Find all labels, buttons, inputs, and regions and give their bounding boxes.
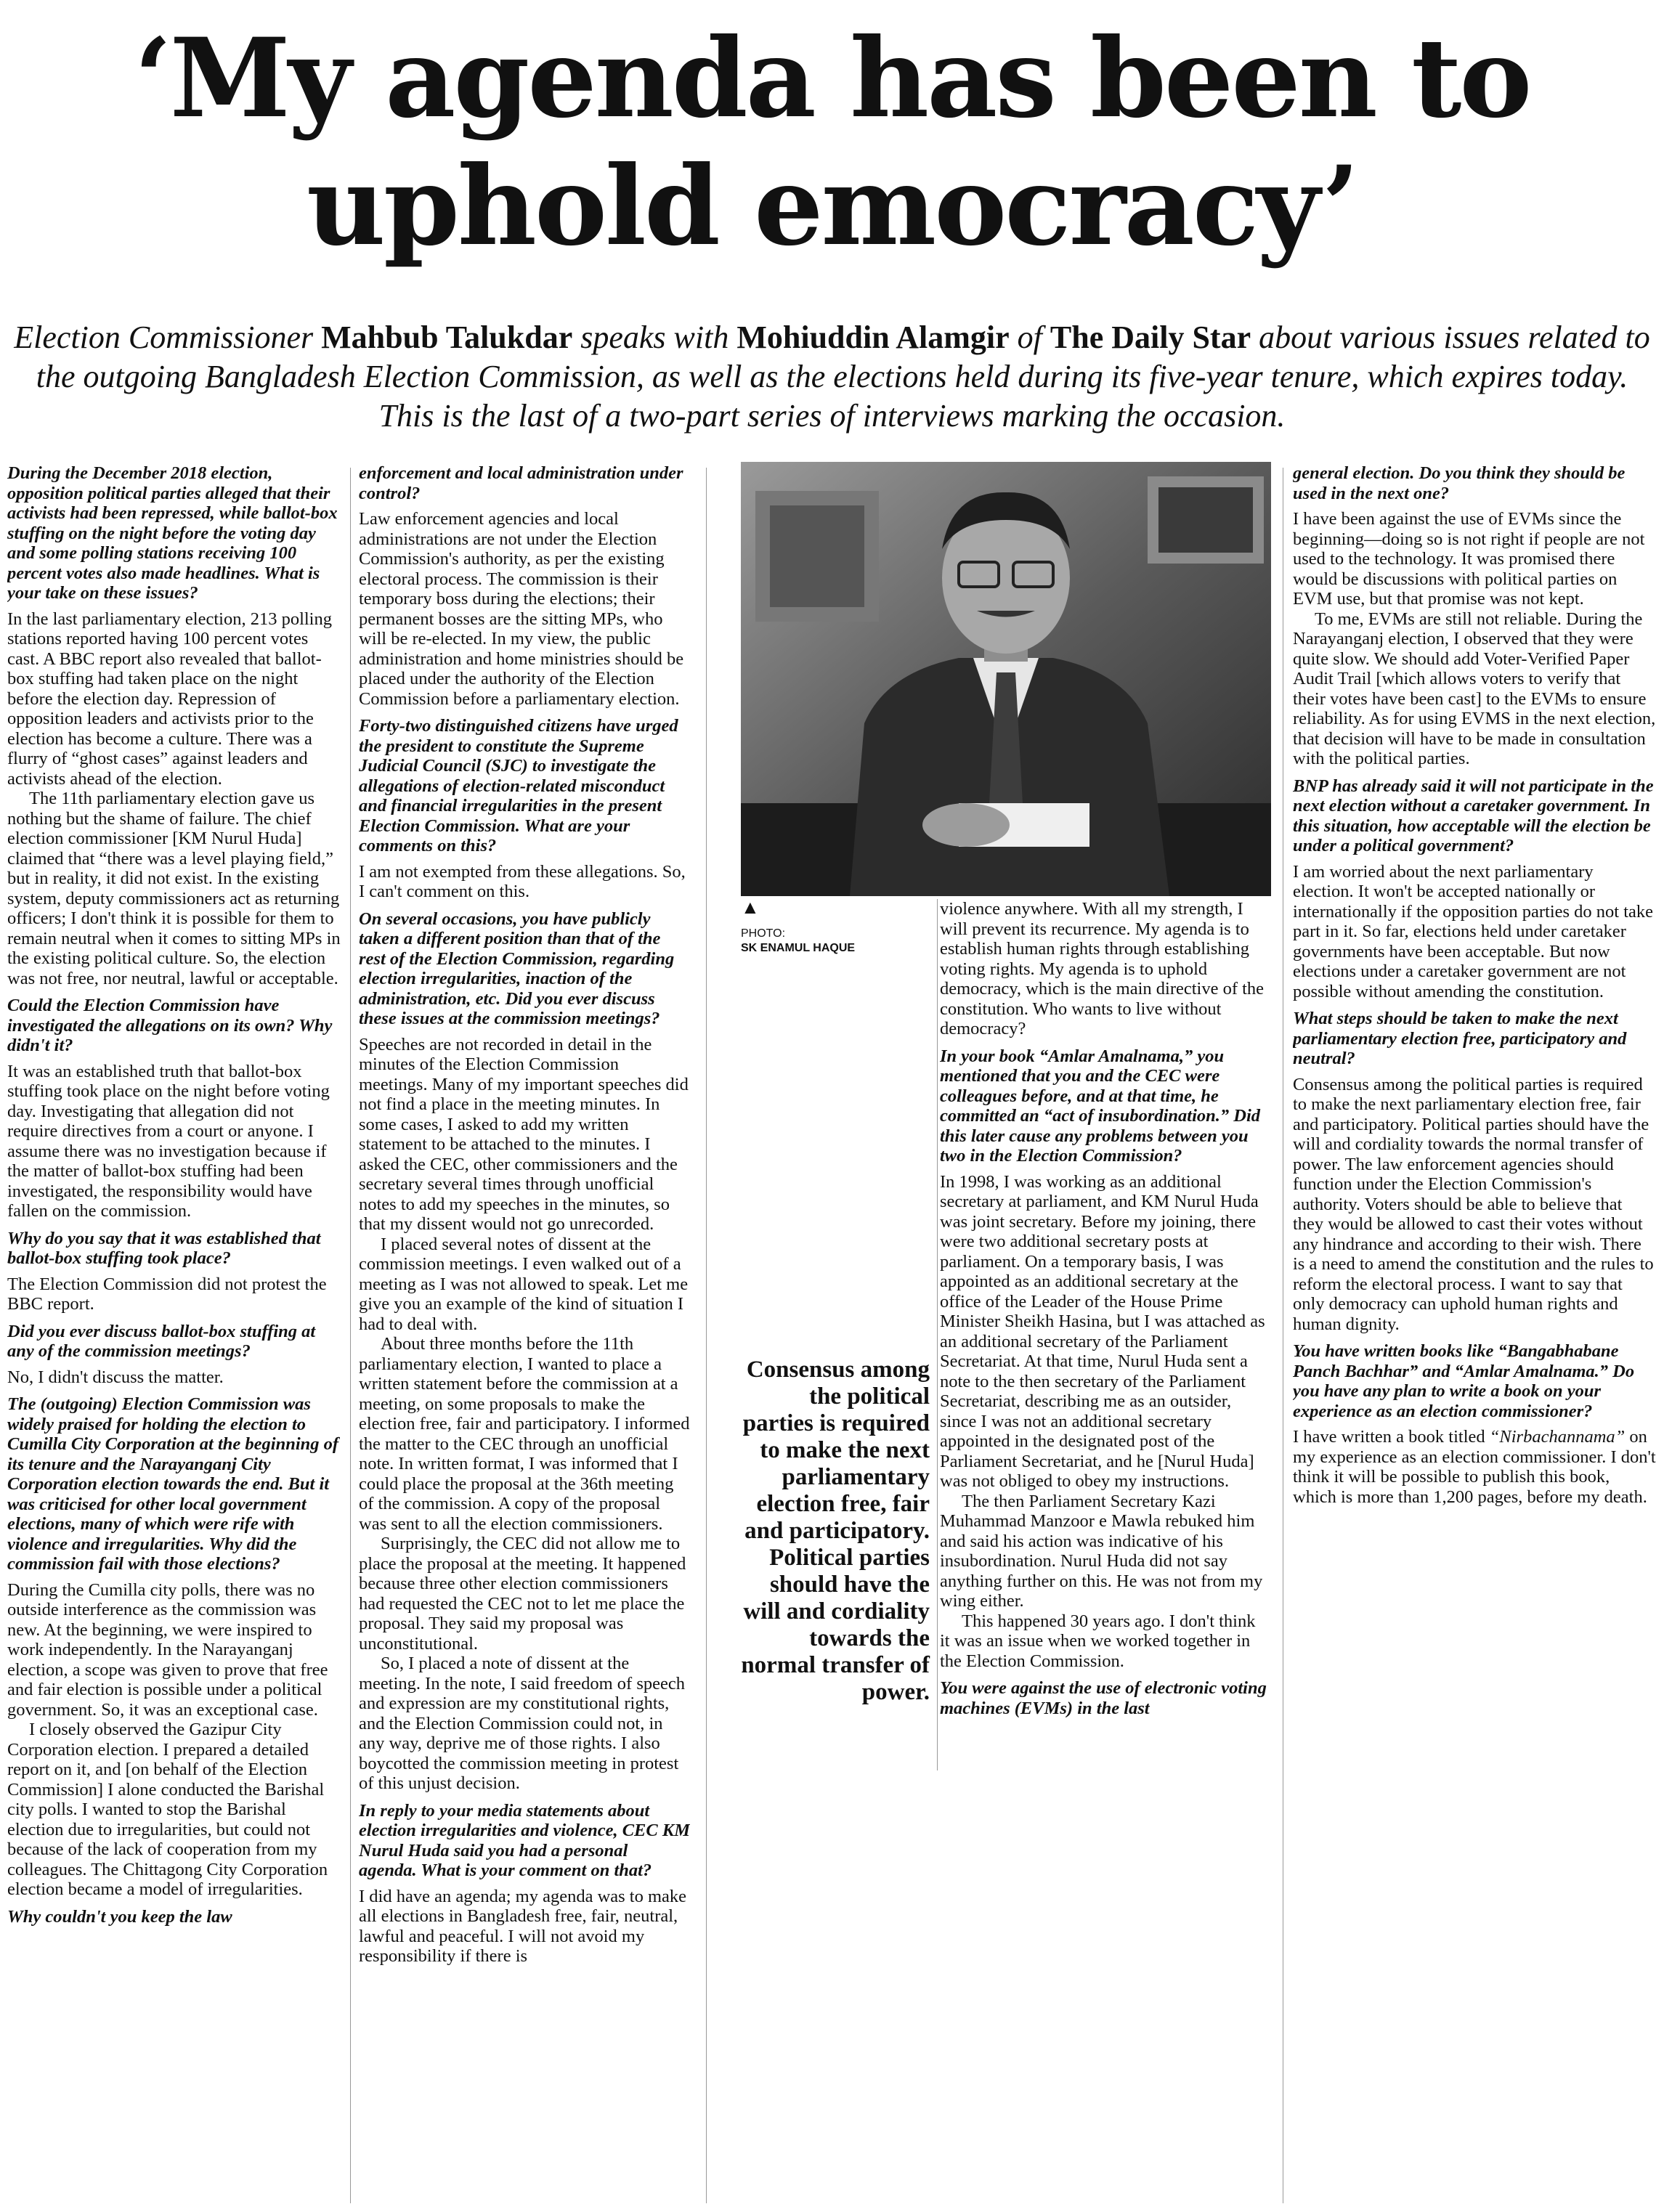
answer-paragraph: Speeches are not recorded in detail in the minutes of the Election Commission meetings. Many of my important speeches did not find a place in the meeting minutes. In some cases, I asked to add my written statement to be attached to the minutes. I asked the CEC, other commissioners and the secretary several times through unofficial notes to add my speeches in the minutes, so that my dissent would not go unrecorded. [359, 1034, 689, 1234]
question: Why couldn't you keep the law [7, 1906, 232, 1927]
answer [1293, 1075, 1656, 1335]
question: You have written books like “Bangabhabane Panch Bachhar” and “Amlar Amalnama.” Do you have any plan to write a book on your experience as an election commissioner? [1293, 1341, 1635, 1421]
standfirst-text: Election Commissioner [14, 320, 322, 355]
answer-paragraph: In 1998, I was working as an additional secretary at parliament, and KM Nurul Huda was joint secretary. Before my joining, there were two additional secretary posts at parliament. On a temporary basis, I was appointed as an additional secretary at the office of the Leader of the House Prime Minister Sheikh Hasina, but I was attached as an additional secretary of the Parliament Secretariat. At that time, Nurul Huda sent a note to the then secretary of the Parliament Secretariat, describing me as an outsider, since I was not an additional secretary appointed in the designated post of the Parliament Secretariat, and he [Nurul Huda] was not obliged to obey my instructions. [940, 1171, 1265, 1491]
answer-paragraph: About three months before the 11th parliamentary election, I wanted to place a written statement before the commission at a meeting, on some proposals to make the election free, fair and participatory. I informed the matter to the CEC through an unofficial note. In written format, I was informed that I could place the proposal at the 36th meeting of the commission. A copy of the proposal was sent to all the election commissioners. [359, 1334, 690, 1534]
article-column-4 [1293, 463, 1656, 2210]
answer-paragraph [1293, 1427, 1656, 1507]
question: You were against the use of electronic voting machines (EVMs) in the last [940, 1678, 1267, 1718]
answer [359, 509, 690, 709]
answer [1293, 1427, 1656, 1507]
answer-paragraph: Consensus among the political parties is required to make the next parliamentary election free, fair and participatory. Political parties should have the will and cordiality towards the normal transfer of power. The law enforcement agencies should function under the Election Commission's authority. Voters should be able to believe that they would be allowed to cast their votes without any hindrance and according to their wish. There is a need to amend the constitution and the rules to reform the electoral process. I want to say that only democracy can uphold human rights and human dignity. [1293, 1074, 1654, 1334]
photo-election-commissioner [741, 462, 1271, 896]
question: BNP has already said it will not participate in the next election without a caretaker government. In this situation, how acceptable will the election be under a political government? [1293, 776, 1654, 855]
answer-paragraph: This happened 30 years ago. I don't think it was an issue when we worked together in the Election Commission. [940, 1611, 1256, 1671]
book-title: “Nirbachannama” [1489, 1427, 1626, 1447]
answer-paragraph: So, I placed a note of dissent at the meeting. In the note, I said freedom of speech and expression are my constitutional rights, and the Election Commission could not, in any way, deprive me of those rights. I also boycotted the commission meeting in protest of this unjust decision. [359, 1654, 686, 1793]
answer [7, 1367, 341, 1388]
column-divider [350, 468, 351, 2203]
question: In reply to your media statements about election irregularities and violence, CEC KM Nurul Huda said you had a personal agenda. What is your comment on that? [359, 1800, 690, 1880]
answer [1293, 862, 1656, 1002]
answer [7, 1580, 341, 1900]
standfirst-text: speaks with [572, 320, 737, 355]
answer [1293, 509, 1656, 769]
question: Forty-two distinguished citizens have urged the president to constitute the Supreme Judicial Council (SJC) to investigate the allegations of election-related misconduct and financial irregularities in the present Election Commission. What are your comments on this? [359, 716, 678, 855]
question: general election. Do you think they should be used in the next one? [1293, 463, 1626, 503]
answer-text: on my experience as an election commissioner. I don't think it will be possible to publish this book, which is more than 1,200 pages, before my death. [1293, 1427, 1656, 1507]
answer-paragraph: During the Cumilla city polls, there was no outside interference as the commission was new. At the beginning, we were inspired to work independently. In the Narayanganj election, a scope was given to prove that free and fair election is possible under a political government. So, it was an exceptional case. [7, 1579, 328, 1720]
standfirst-text: about various issues related to the outgoing Bangladesh Election Commission, as well as the elections held during its five-year tenure, which expires today. This is the last of a two-part series of interviews marking the occasion. [36, 320, 1650, 434]
standfirst-text: of [1009, 320, 1050, 355]
answer-paragraph: I did have an agenda; my agenda was to make all elections in Bangladesh free, fair, neutral, lawful and peaceful. I will not avoid my responsibility if there is [359, 1886, 687, 1966]
answer-paragraph: I placed several notes of dissent at the commission meetings. I even walked out of a meeting as I was not allowed to speak. Let me give you an example of the kind of situation I had to deal with. [359, 1234, 689, 1334]
pull-quote: Consensus among the political parties is required to make the next parliamentary election free, fair and participatory. Political parties should have the will and cordiality towards the normal transfer of power. [741, 1357, 930, 1705]
answer [7, 1274, 341, 1314]
answer [7, 1062, 341, 1221]
question: Could the Election Commission have investigated the allegations on its own? Why didn't it? [7, 996, 333, 1055]
question: Did you ever discuss ballot-box stuffing at any of the commission meetings? [7, 1321, 316, 1361]
answer-text: I have written a book titled [1293, 1427, 1490, 1447]
question: Why do you say that it was established that ballot-box stuffing took place? [7, 1228, 321, 1268]
question: The (outgoing) Election Commission was widely praised for holding the election to Cumilla City Corporation at the beginning of its tenure and the Narayanganj City Corporation election towards the end. But it was criticised for other local government elections, many of which were rife with violence and irregularities. Why did the commission fail with those elections? [7, 1394, 339, 1574]
article-column-3 [940, 899, 1270, 1778]
headline-line-2: uphold emocracy’ [306, 142, 1358, 270]
column-divider [937, 899, 938, 1770]
triangle-marker-icon: ▲ [741, 896, 760, 918]
answer-paragraph: I have been against the use of EVMs since the beginning—doing so is not right if people are not used to the technology. It was promised there would be discussions with political parties on EVM use, but that promise was not kept. [1293, 509, 1645, 609]
answer-paragraph: I am worried about the next parliamentary election. It won't be accepted nationally or internationally if the opposition parties do not take part in it. So far, elections held under caretaker governments have been acceptable. But now elections under a caretaker government are not possible without amending the constitution. [1293, 861, 1654, 1001]
answer [359, 862, 690, 902]
answer [359, 1887, 690, 1967]
photo-credit [741, 898, 855, 956]
answer-paragraph: violence anywhere. With all my strength, I will prevent its recurrence. My agenda is to establish human rights through establishing voting rights. My agenda is to uphold democracy, which is the main directive of the constitution. Who wants to live without democracy? [940, 899, 1265, 1038]
column-divider [706, 468, 707, 2203]
answer-paragraph: Law enforcement agencies and local administrations are not under the Election Commission's authority, as per the existing electoral process. The commission is their temporary boss during the elections; their permanent bosses are the sitting MPs, who will be re-elected. In my view, the public administration and home ministries should be placed under the authority of the Election Commission before a parliamentary election. [359, 509, 684, 709]
headline [0, 15, 1664, 270]
answer-paragraph: It was an established truth that ballot-box stuffing took place on the night before voting day. Investigating that allegation did not require directives from a court or anyone. I assume there was no investigation because if the matter of ballot-box stuffing had been investigated, the responsibility would have fallen on the commission. [7, 1061, 330, 1221]
answer [7, 609, 341, 989]
interviewee-name: Mahbub Talukdar [321, 320, 573, 355]
headline-line-1: ‘My agenda has been to [134, 15, 1530, 142]
answer-paragraph: To me, EVMs are still not reliable. During the Narayanganj election, I observed that they were quite slow. We should add Voter-Verified Paper Audit Trail [which allows voters to verify that their votes have been cast] to the EVMs to ensure reliability. As for using EVMS in the next election, that decision will have to be made in consultation with the political parties. [1293, 609, 1656, 768]
publication-name: The Daily Star [1050, 320, 1251, 355]
article-column-2 [359, 463, 690, 2210]
photo-label: PHOTO: [741, 927, 786, 940]
photographer-name: SK ENAMUL HAQUE [741, 942, 856, 954]
article-column-1 [7, 463, 341, 2210]
question: enforcement and local administration under control? [359, 463, 683, 503]
answer-paragraph: I am not exempted from these allegations. So, I can't comment on this. [359, 861, 686, 901]
standfirst [7, 318, 1657, 436]
answer-paragraph: In the last parliamentary election, 213 polling stations reported having 100 percent votes cast. A BBC report also revealed that ballot-box stuffing had taken place on the night before the election day. Repression of opposition leaders and activists prior to the election has become a culture. There was a flurry of “ghost cases” against leaders and activists ahead of the election. [7, 609, 332, 789]
answer-paragraph: The Election Commission did not protest the BBC report. [7, 1274, 327, 1314]
answer-paragraph: The 11th parliamentary election gave us nothing but the shame of failure. The chief election commissioner [KM Nurul Huda] claimed that “there was a level playing field,” but in reality, it did not exist. In the existing system, deputy commissioners act as returning officers; I don't think it is possible for them to remain neutral when it comes to sitting MPs in the existing political culture. So, the election was not free, nor neutral, lawful or acceptable. [7, 789, 341, 988]
question: During the December 2018 election, opposition political parties alleged that their activists had been repressed, while ballot-box stuffing on the night before the voting day and some polling stations receiving 100 percent votes also made headlines. What is your take on these issues? [7, 463, 338, 603]
answer [940, 1172, 1270, 1672]
question: What steps should be taken to make the next parliamentary election free, participatory and neutral? [1293, 1009, 1627, 1068]
answer [940, 899, 1270, 1039]
question: On several occasions, you have publicly taken a different position than that of the rest of the Election Commission, regarding election irregularities, inaction of the administration, etc. Did you ever discuss these issues at the commission meetings? [359, 908, 675, 1028]
portrait-illustration [741, 462, 1271, 896]
answer-paragraph: Surprisingly, the CEC did not allow me to place the proposal at the meeting. It happened because three other election commissioners had requested the CEC not to let me place the proposal. They said my proposal was unconstitutional. [359, 1534, 686, 1654]
answer [359, 1035, 690, 1794]
answer-paragraph: The then Parliament Secretary Kazi Muhammad Manzoor e Mawla rebuked him and said his action was indicative of his insubordination. Nurul Huda did not say anything further on this. He was not from my wing either. [940, 1491, 1263, 1611]
answer-paragraph: No, I didn't discuss the matter. [7, 1367, 224, 1387]
answer-paragraph: I closely observed the Gazipur City Corporation election. I prepared a detailed report on it, and [on behalf of the Election Commission] I alone conducted the Barishal city polls. I wanted to stop the Barishal election due to irregularities, but could not because of the lack of cooperation from my colleagues. The Chittagong City Corporation election became a model of irregularities. [7, 1720, 328, 1899]
interviewer-name: Mohiuddin Alamgir [736, 320, 1010, 355]
question: In your book “Amlar Amalnama,” you mentioned that you and the CEC were colleagues before, and at that time, he committed an “act of insubordination.” Did this later cause any problems between you two in the Election Commission? [940, 1046, 1261, 1166]
